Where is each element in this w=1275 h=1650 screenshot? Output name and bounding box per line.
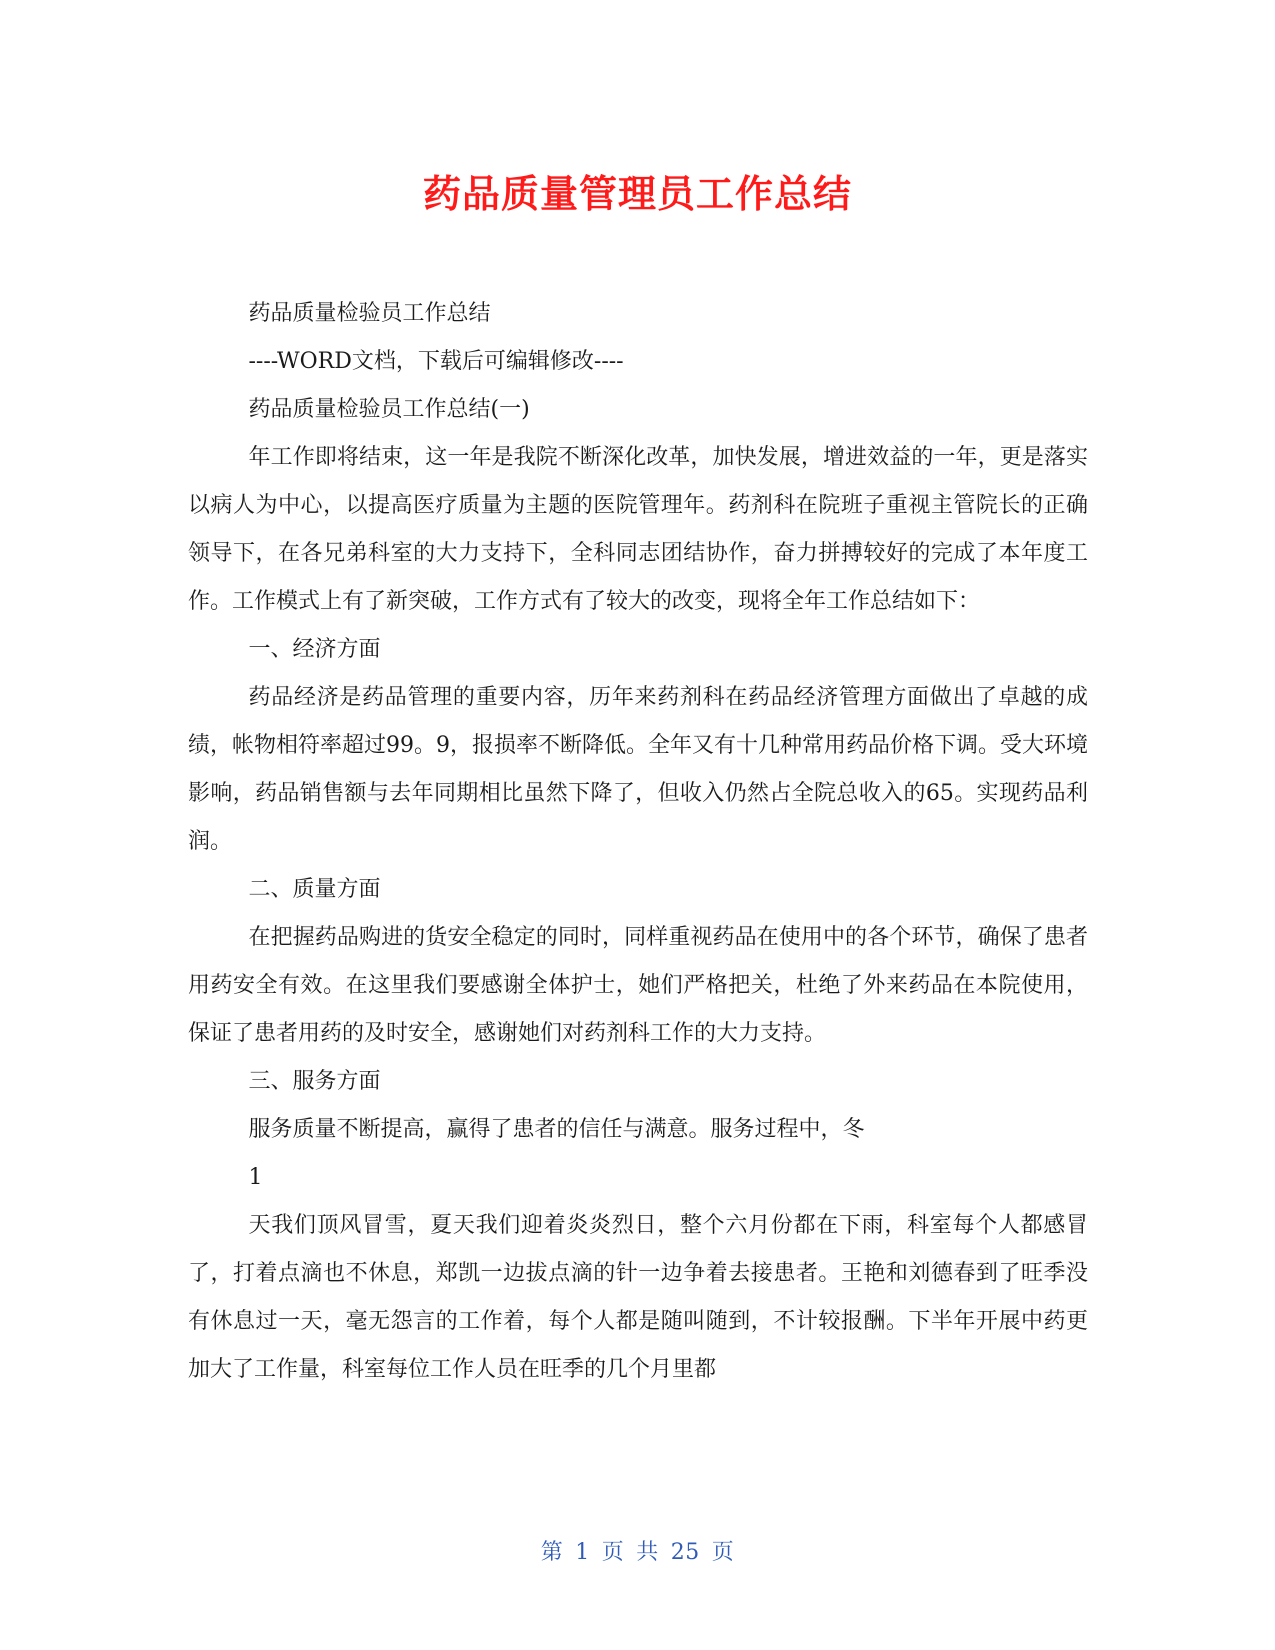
paragraph-section-title: 药品质量检验员工作总结(一) [248, 397, 530, 422]
paragraph-economy: 药品经济是药品管理的重要内容，历年来药剂科在药品经济管理方面做出了卓越的成绩，帐物相符率超过99。9，报损率不断降低。全年又有十几种常用药品价格下调。受大环境影响，药品销售额与去年同期相比虽然下降了，但收入仍然占全院总收入的65。实现药品利润。 [188, 685, 1088, 854]
document-title: 药品质量管理员工作总结 [422, 172, 852, 216]
inline-page-marker: 1 [248, 1165, 263, 1190]
paragraph-service-start: 服务质量不断提高，赢得了患者的信任与满意。服务过程中，冬 [248, 1117, 865, 1142]
paragraph-intro: 年工作即将结束，这一年是我院不断深化改革，加快发展，增进效益的一年，更是落实以病人为中心，以提高医疗质量为主题的医院管理年。药剂科在院班子重视主管院长的正确领导下，在各兄弟科室的大力支持下，全科同志团结协作，奋力拼搏较好的完成了本年度工作。工作模式上有了新突破，工作方式有了较大的改变，现将全年工作总结如下： [188, 445, 1088, 614]
paragraph-subtitle: 药品质量检验员工作总结 [248, 301, 491, 326]
heading-service: 三、服务方面 [248, 1069, 381, 1094]
footer-current-page: 1 [575, 1540, 590, 1565]
paragraph-service-continued: 天我们顶风冒雪，夏天我们迎着炎炎烈日，整个六月份都在下雨，科室每个人都感冒了，打着点滴也不休息，郑凯一边拔点滴的针一边争着去接患者。王艳和刘德春到了旺季没有休息过一天，毫无怨言的工作着，每个人都是随叫随到，不计较报酬。下半年开展中药更加大了工作量，科室每位工作人员在旺季的几个月里都 [188, 1213, 1088, 1382]
paragraph-quality: 在把握药品购进的货安全稳定的同时，同样重视药品在使用中的各个环节，确保了患者用药安全有效。在这里我们要感谢全体护士，她们严格把关，杜绝了外来药品在本院使用，保证了患者用药的及时安全，感谢她们对药剂科工作的大力支持。 [188, 925, 1088, 1046]
footer-total-pages: 25 [670, 1540, 700, 1565]
footer-label-total: 共 [636, 1540, 659, 1565]
document-body [188, 290, 1088, 1394]
paragraph-word-note: ----WORD文档，下载后可编辑修改---- [248, 349, 624, 374]
heading-quality: 二、质量方面 [248, 877, 381, 902]
heading-economy: 一、经济方面 [248, 637, 381, 662]
footer-label-page: 第 [540, 1540, 564, 1565]
page-footer [0, 1535, 1275, 1566]
footer-label-total-unit: 页 [711, 1540, 735, 1565]
footer-label-page-unit: 页 [601, 1540, 625, 1565]
